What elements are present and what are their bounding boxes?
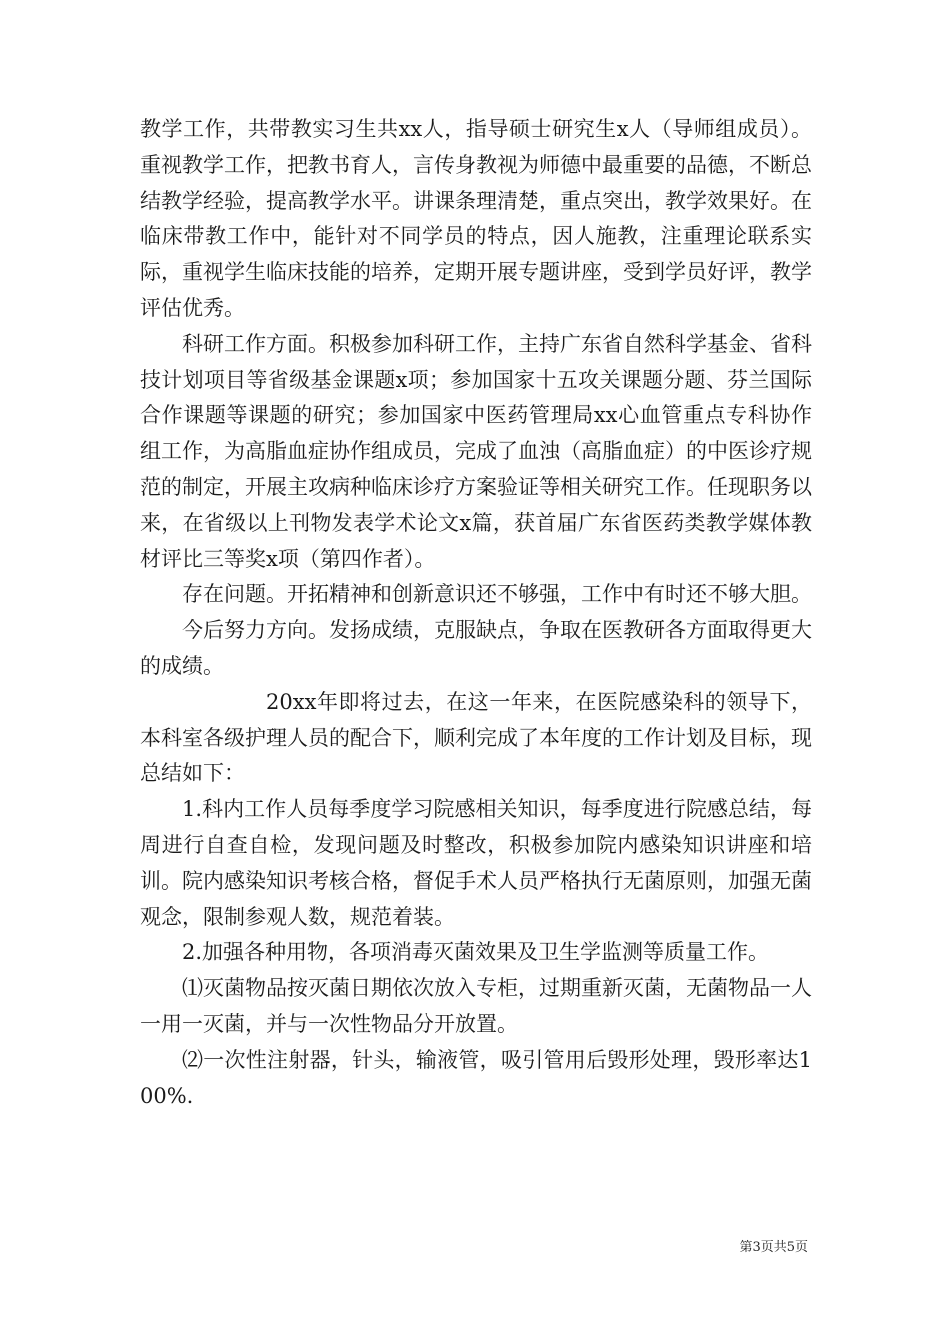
paragraph-future-direction: 今后努力方向。发扬成绩，克服缺点，争取在医教研各方面取得更大的成绩。 [140, 618, 812, 678]
document-body [140, 112, 812, 1114]
paragraph-subitem-1: ⑴灭菌物品按灭菌日期依次放入专柜，过期重新灭菌，无菌物品一人一用一灭菌，并与一次性物品分开放置。 [140, 976, 812, 1036]
paragraph-teaching: 教学工作，共带教实习生共xx人，指导硕士研究生x人（导师组成员）。重视教学工作，把教书育人，言传身教视为师德中最重要的品德，不断总结教学经验，提高教学水平。讲课条理清楚，重点突出，教学效果好。在临床带教工作中，能针对不同学员的特点，因人施教，注重理论联系实际，重视学生临床技能的培养，定期开展专题讲座，受到学员好评，教学评估优秀。 [140, 117, 812, 320]
paragraph-item-1: 1.科内工作人员每季度学习院感相关知识，每季度进行院感总结，每周进行自查自检，发现问题及时整改，积极参加院内感染知识讲座和培训。院内感染知识考核合格，督促手术人员严格执行无菌原则，加强无菌观念，限制参观人数，规范着装。 [140, 797, 812, 929]
paragraph-research: 科研工作方面。积极参加科研工作，主持广东省自然科学基金、省科技计划项目等省级基金课题x项；参加国家十五攻关课题分题、芬兰国际合作课题等课题的研究；参加国家中医药管理局xx心血管重点专科协作组工作，为高脂血症协作组成员，完成了血浊（高脂血症）的中医诊疗规范的制定，开展主攻病种临床诊疗方案验证等相关研究工作。任现职务以来，在省级以上刊物发表学术论文x篇，获首届广东省医药类教学媒体教材评比三等奖x项（第四作者）。 [140, 331, 812, 571]
paragraph-subitem-2: ⑵一次性注射器，针头，输液管，吸引管用后毁形处理，毁形率达100%. [140, 1047, 812, 1108]
paragraph-problems: 存在问题。开拓精神和创新意识还不够强，工作中有时还不够大胆。 [182, 582, 812, 607]
paragraph-item-2: 2.加强各种用物，各项消毒灭菌效果及卫生学监测等质量工作。 [182, 940, 770, 965]
paragraph-year-summary: 20xx年即将过去，在这一年来，在医院感染科的领导下，本科室各级护理人员的配合下，顺利完成了本年度的工作计划及目标，现总结如下： [140, 689, 812, 786]
page-number: 第3页共5页 [739, 1240, 808, 1255]
